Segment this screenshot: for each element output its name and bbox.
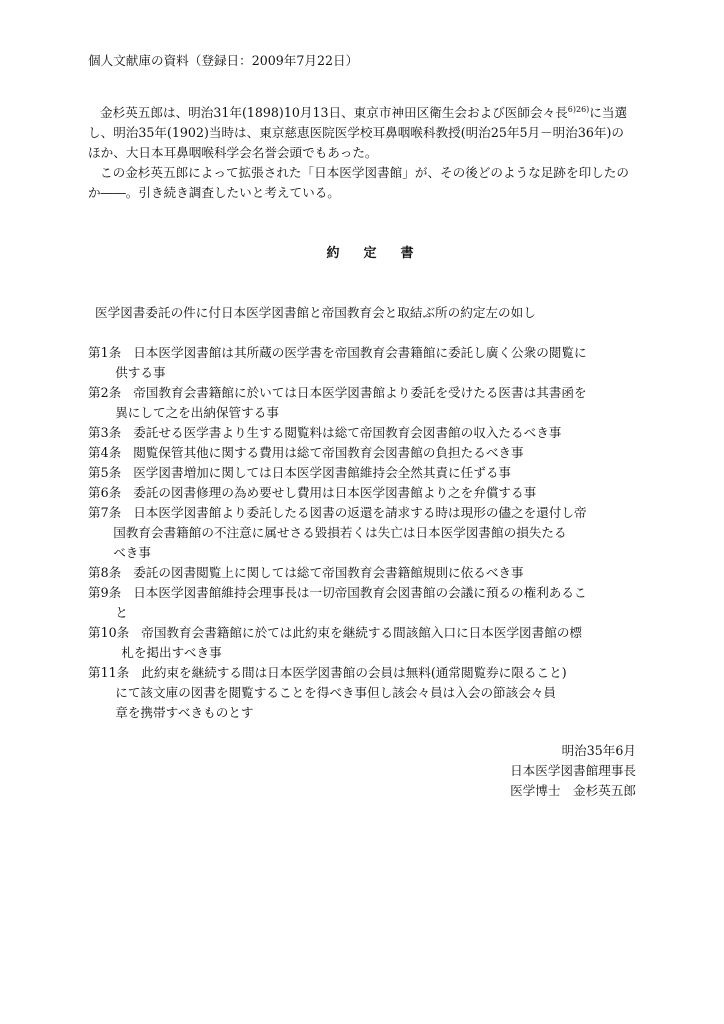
article-item bbox=[88, 623, 648, 663]
agreement-title bbox=[0, 244, 724, 264]
article-line: 帝国教育会書籍館に於ては此約束を継続する間該館入口に日本医学図書館の標 bbox=[141, 625, 582, 640]
article-item bbox=[88, 383, 648, 423]
article-text bbox=[115, 383, 648, 423]
article-number: 第8条 bbox=[88, 565, 122, 580]
paragraph-text-continued: に当選し、明治35年(1902)当時は、東京慈恵医院医学校耳鼻咽喉科教授(明治25年5月－明治36年)のほか、大日本耳鼻咽喉科学会名誉会頭でもあった。 bbox=[88, 105, 628, 160]
article-text bbox=[115, 583, 648, 623]
article-line: 委託せる医学書より生する閲覧料は総て帝国教育会図書館の収入たるべき事 bbox=[133, 425, 562, 440]
article-number: 第9条 bbox=[88, 585, 122, 600]
title-char-1: 約 bbox=[326, 246, 344, 261]
article-text bbox=[113, 503, 648, 563]
article-number: 第7条 bbox=[88, 505, 122, 520]
article-item bbox=[88, 503, 648, 563]
article-list bbox=[88, 343, 648, 723]
article-text bbox=[133, 483, 648, 503]
article-number: 第10条 bbox=[88, 625, 130, 640]
title-char-2: 定 bbox=[363, 246, 381, 261]
article-text bbox=[115, 343, 648, 383]
article-line: 供する事 bbox=[115, 365, 166, 380]
article-line: 委託の図書修理の為め要せし費用は日本医学図書館より之を弁償する事 bbox=[133, 485, 537, 500]
article-number: 第3条 bbox=[88, 425, 122, 440]
reference-superscript: 6)26) bbox=[567, 104, 590, 114]
article-line: 此約束を継続する間は日本医学図書館の会員は無料(通常閲覧券に限ること) bbox=[141, 665, 567, 680]
article-text bbox=[133, 463, 648, 483]
article-line: 帝国教育会書籍館に於いては日本医学図書館より委託を受けたる医書は其書函を bbox=[133, 385, 587, 400]
article-line: 日本医学図書館維持会理事長は一切帝国教育会図書館の会議に預るの権利あるこ bbox=[133, 585, 587, 600]
article-line: 異にして之を出納保管する事 bbox=[115, 405, 279, 420]
paragraph-library-expansion: この金杉英五郎によって拡張された「日本医学図書館」が、その後どのような足跡を印したのか――。引き続き調査したいと考えている。 bbox=[88, 165, 629, 200]
article-text bbox=[115, 663, 648, 723]
article-line: 日本医学図書館より委託したる図書の返還を請求する時は現形の儘之を還付し帝 bbox=[133, 505, 587, 520]
article-number: 第1条 bbox=[88, 345, 122, 360]
article-item bbox=[88, 423, 648, 443]
article-line: 札を掲出すべき事 bbox=[121, 645, 222, 660]
article-text bbox=[121, 623, 648, 663]
registration-header: 個人文献庫の資料（登録日：2009年7月22日） bbox=[88, 53, 359, 68]
article-item bbox=[88, 483, 648, 503]
signature-name: 医学博士 金杉英五郎 bbox=[510, 783, 636, 798]
article-line: 閲覧保管其他に関する費用は総て帝国教育会図書館の負担たるべき事 bbox=[133, 445, 524, 460]
paragraph-text: 金杉英五郎は、明治31年(1898)10月13日、東京市神田区衛生会および医師会々長 bbox=[100, 105, 568, 120]
article-line: 委託の図書閲覧上に関しては総て帝国教育会書籍館規則に依るべき事 bbox=[133, 565, 524, 580]
article-item bbox=[88, 583, 648, 623]
article-line: にて該文庫の図書を閲覧することを得べき事但し該会々員は入会の節該会々員 bbox=[115, 685, 556, 700]
article-number: 第5条 bbox=[88, 465, 122, 480]
article-line: 医学図書増加に関しては日本医学図書館維持会全然其責に任ずる事 bbox=[133, 465, 512, 480]
article-item bbox=[88, 663, 648, 723]
paragraph-kanasugi-biography bbox=[88, 103, 636, 163]
signature-organization: 日本医学図書館理事長 bbox=[510, 763, 636, 778]
article-line: 日本医学図書館は其所蔵の医学書を帝国教育会書籍館に委託し廣く公衆の閲覧に bbox=[133, 345, 587, 360]
article-line: 国教育会書籍館の不注意に属せさる毀損若くは失亡は日本医学図書館の損失たる bbox=[113, 525, 567, 540]
article-item bbox=[88, 343, 648, 383]
title-char-3: 書 bbox=[400, 246, 418, 261]
article-number: 第6条 bbox=[88, 485, 122, 500]
article-item bbox=[88, 463, 648, 483]
article-text bbox=[133, 423, 648, 443]
article-line: と bbox=[115, 605, 128, 620]
article-text bbox=[133, 443, 648, 463]
agreement-intro: 医学図書委託の件に付日本医学図書館と帝国教育会と取結ぶ所の約定左の如し bbox=[95, 305, 536, 320]
article-text bbox=[133, 563, 648, 583]
article-item bbox=[88, 563, 648, 583]
article-number: 第4条 bbox=[88, 445, 122, 460]
article-line: べき事 bbox=[113, 545, 151, 560]
signature-block bbox=[510, 741, 636, 801]
article-line: 章を携帯すべきものとす bbox=[115, 705, 254, 720]
signature-date: 明治35年6月 bbox=[561, 743, 636, 758]
article-number: 第2条 bbox=[88, 385, 122, 400]
article-item bbox=[88, 443, 648, 463]
article-number: 第11条 bbox=[88, 665, 130, 680]
